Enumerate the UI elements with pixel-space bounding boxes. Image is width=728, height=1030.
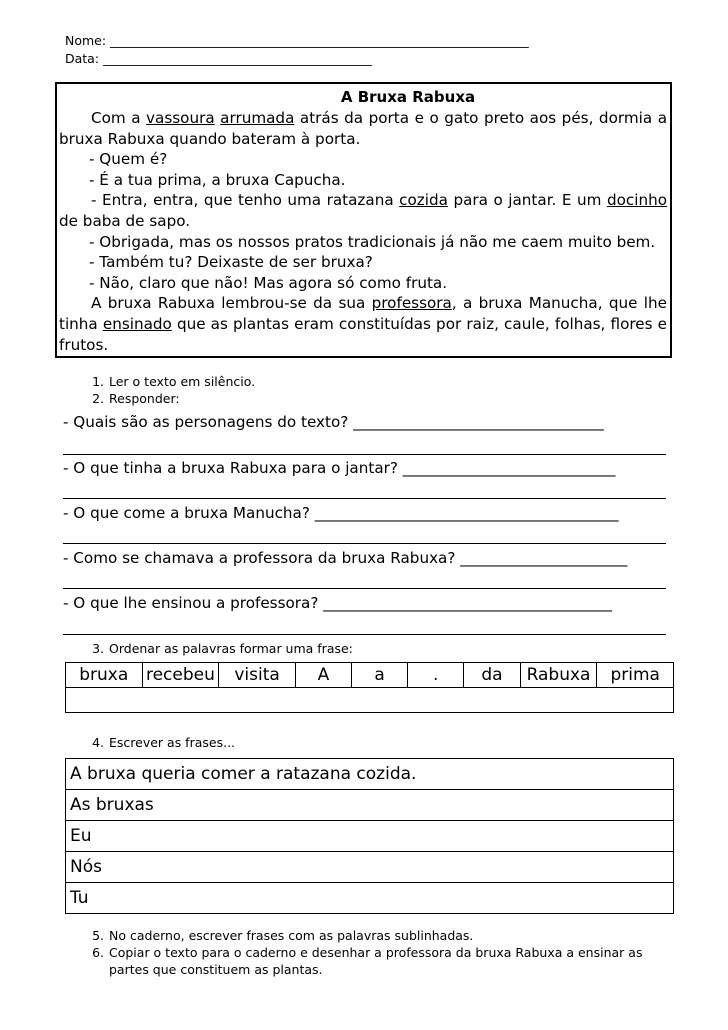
instruction-1 xyxy=(76,373,255,390)
instruction-text: Responder: xyxy=(109,391,180,406)
underlined-word: vassoura xyxy=(146,109,215,127)
instruction-number: 5. xyxy=(92,928,104,943)
dialogue-line-1: - Quem é? xyxy=(89,150,168,169)
instruction-number: 2. xyxy=(92,391,104,406)
instruction-5 xyxy=(76,927,676,944)
final-instructions xyxy=(76,927,676,978)
sentence-answer-cell[interactable] xyxy=(66,688,674,713)
instruction-text: Ordenar as palavras formar uma frase: xyxy=(109,641,353,656)
dialogue-line-5: - Também tu? Deixaste de ser bruxa? xyxy=(89,253,373,272)
word-row xyxy=(66,663,674,688)
answer-line[interactable] xyxy=(63,543,666,544)
word-cell: A xyxy=(295,663,351,688)
sentence-table xyxy=(65,758,674,914)
word-cell: da xyxy=(464,663,520,688)
story-box xyxy=(55,82,672,358)
instruction-text: Ler o texto em silêncio. xyxy=(109,374,256,389)
date-field-label[interactable]: Data: ___________________________________________ xyxy=(65,51,372,66)
text-run: , a bruxa Manucha, que lhe tinha xyxy=(59,294,667,333)
dialogue-line-3 xyxy=(59,190,667,231)
answer-line[interactable] xyxy=(63,634,666,635)
instruction-number: 1. xyxy=(92,374,104,389)
text-run: atrás da porta e o gato preto aos pés, dormia a bruxa Rabuxa quando bateram à porta. xyxy=(59,109,667,148)
instruction-4 xyxy=(76,734,235,751)
question-2[interactable]: - O que tinha a bruxa Rabuxa para o jantar? ____________________________ xyxy=(63,459,616,477)
underlined-word: cozida xyxy=(399,191,448,210)
story-title: A Bruxa Rabuxa xyxy=(340,88,476,106)
text-run: de baba de sapo. xyxy=(59,211,191,230)
instruction-number: 4. xyxy=(92,735,104,750)
sentence-cell[interactable]: Tu xyxy=(66,883,674,914)
word-cell: recebeu xyxy=(142,663,219,688)
sentence-row[interactable] xyxy=(66,821,674,852)
story-text xyxy=(59,108,667,355)
sentence-row[interactable] xyxy=(66,852,674,883)
word-cell: . xyxy=(408,663,464,688)
instruction-number: 3. xyxy=(92,641,104,656)
story-paragraph-1 xyxy=(59,108,667,149)
question-4[interactable]: - Como se chamava a professora da bruxa Rabuxa? ______________________ xyxy=(63,549,628,567)
underlined-word: ensinado xyxy=(102,314,172,333)
text-run: - Entra, entra, que tenho uma ratazana xyxy=(91,191,400,210)
sentence-cell[interactable]: A bruxa queria comer a ratazana cozida. xyxy=(66,759,674,790)
instruction-6 xyxy=(76,944,676,978)
sentence-row[interactable] xyxy=(66,759,674,790)
text-run: A bruxa Rabuxa lembrou-se da sua xyxy=(91,294,372,313)
sentence-cell[interactable]: Nós xyxy=(66,852,674,883)
instruction-2 xyxy=(76,390,180,407)
answer-row[interactable] xyxy=(66,688,674,713)
word-order-table xyxy=(65,662,674,713)
instruction-text: Escrever as frases... xyxy=(109,735,236,750)
instruction-3 xyxy=(76,640,353,657)
word-cell: prima xyxy=(597,663,674,688)
underlined-word: arrumada xyxy=(220,109,295,127)
dialogue-line-6: - Não, claro que não! Mas agora só como fruta. xyxy=(89,273,448,292)
answer-line[interactable] xyxy=(63,454,666,455)
underlined-word: docinho xyxy=(606,191,667,210)
text-run: que as plantas eram constituídas por raiz, caule, folhas, flores e frutos. xyxy=(59,314,667,354)
sentence-row[interactable] xyxy=(66,790,674,821)
dialogue-line-2: - É a tua prima, a bruxa Capucha. xyxy=(89,170,346,189)
instruction-number: 6. xyxy=(92,945,104,960)
answer-line[interactable] xyxy=(63,588,666,589)
word-cell: bruxa xyxy=(66,663,143,688)
word-cell: a xyxy=(352,663,408,688)
dialogue-line-4: - Obrigada, mas os nossos pratos tradicionais já não me caem muito bem. xyxy=(89,232,656,251)
sentence-cell[interactable]: Eu xyxy=(66,821,674,852)
sentence-cell[interactable]: As bruxas xyxy=(66,790,674,821)
answer-line[interactable] xyxy=(63,498,666,499)
question-5[interactable]: - O que lhe ensinou a professora? ______________________________________ xyxy=(63,594,612,612)
word-cell: visita xyxy=(219,663,295,688)
question-3[interactable]: - O que come a bruxa Manucha? ________________________________________ xyxy=(63,504,619,522)
student-header xyxy=(65,32,529,68)
name-field-label[interactable]: Nome: ___________________________________________________________________ xyxy=(65,33,529,48)
text-run: Com a xyxy=(91,109,147,127)
instruction-text: No caderno, escrever frases com as palavras sublinhadas. xyxy=(109,928,474,943)
word-cell: Rabuxa xyxy=(520,663,597,688)
instruction-text: Copiar o texto para o caderno e desenhar a professora da bruxa Rabuxa a ensinar as partes que constituem as plantas. xyxy=(109,945,643,977)
underlined-word: professora xyxy=(371,294,452,313)
text-run: para o jantar. E um xyxy=(447,191,607,210)
question-1[interactable]: - Quais são as personagens do texto? _________________________________ xyxy=(63,413,604,431)
sentence-row[interactable] xyxy=(66,883,674,914)
story-paragraph-2 xyxy=(59,293,667,355)
